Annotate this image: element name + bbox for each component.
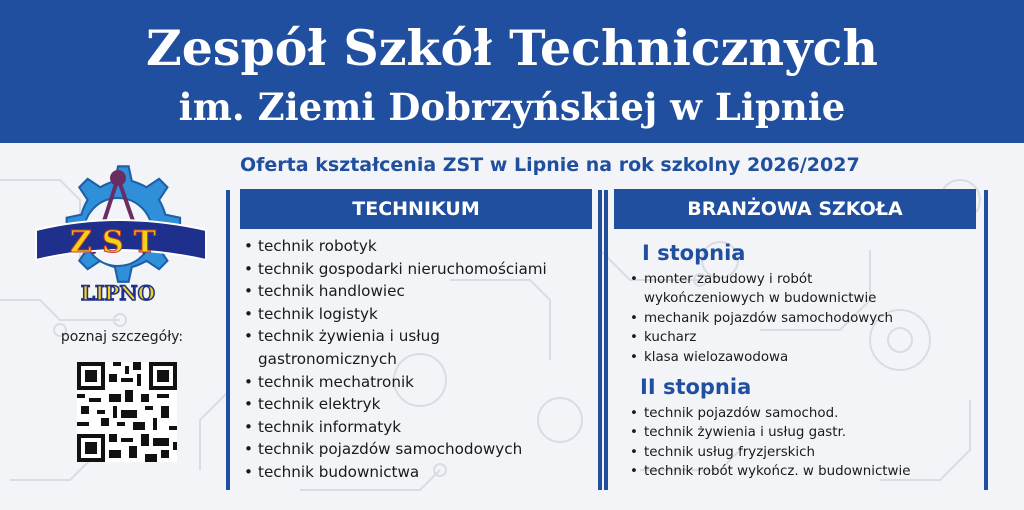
branzowa-heading: BRANŻOWA SZKOŁA (614, 189, 976, 229)
list-item: • technik żywienia i usług gastr. (630, 423, 975, 442)
list-item: • mechanik pojazdów samochodowych (630, 309, 970, 328)
technikum-heading: TECHNIKUM (240, 189, 592, 229)
first-level-list (630, 270, 970, 367)
list-item: • kucharz (630, 328, 970, 347)
second-level-heading: II stopnia (640, 375, 752, 399)
list-item: • klasa wielozawodowa (630, 348, 970, 367)
list-item: • technik usług fryzjerskich (630, 443, 975, 462)
branzowa-right-rule (984, 190, 988, 490)
list-item: • technik pojazdów samochod. (630, 404, 975, 423)
header-banner (0, 0, 1024, 143)
logo-city-text: LIPNO (80, 281, 156, 305)
list-item: • technik robót wykończ. w budownictwie (630, 462, 975, 481)
list-item: • technik pojazdów samochodowych (244, 438, 596, 461)
school-name: Zespół Szkół Technicznych (145, 19, 879, 77)
list-item: • technik elektryk (244, 393, 596, 416)
list-item: • technik logistyk (244, 303, 596, 326)
qr-label: poznaj szczegóły: (60, 329, 184, 345)
school-patron: im. Ziemi Dobrzyńskiej w Lipnie (178, 85, 846, 129)
offer-title: Oferta kształcenia ZST w Lipnie na rok szkolny 2026/2027 (240, 154, 860, 176)
list-item: • technik informatyk (244, 416, 596, 439)
list-item: • technik gospodarki nieruchomościami (244, 258, 596, 281)
first-level-heading: I stopnia (642, 241, 746, 265)
second-level-list (630, 404, 975, 482)
technikum-right-rule (598, 190, 602, 490)
logo-banner-text: ZST (70, 225, 166, 260)
qr-code-icon[interactable] (77, 362, 177, 462)
list-item: • technik mechatronik (244, 371, 596, 394)
list-item: • monter zabudowy i robót wykończeniowych w budownictwie (630, 270, 930, 309)
technikum-list (244, 235, 596, 484)
branzowa-left-rule (604, 190, 608, 490)
list-item: • technik budownictwa (244, 461, 596, 484)
list-item: • technik robotyk (244, 235, 596, 258)
list-item: • technik handlowiec (244, 280, 596, 303)
technikum-left-rule (226, 190, 230, 490)
school-logo (16, 152, 220, 312)
list-item: • technik żywienia i usług gastronomicznych (244, 325, 504, 370)
